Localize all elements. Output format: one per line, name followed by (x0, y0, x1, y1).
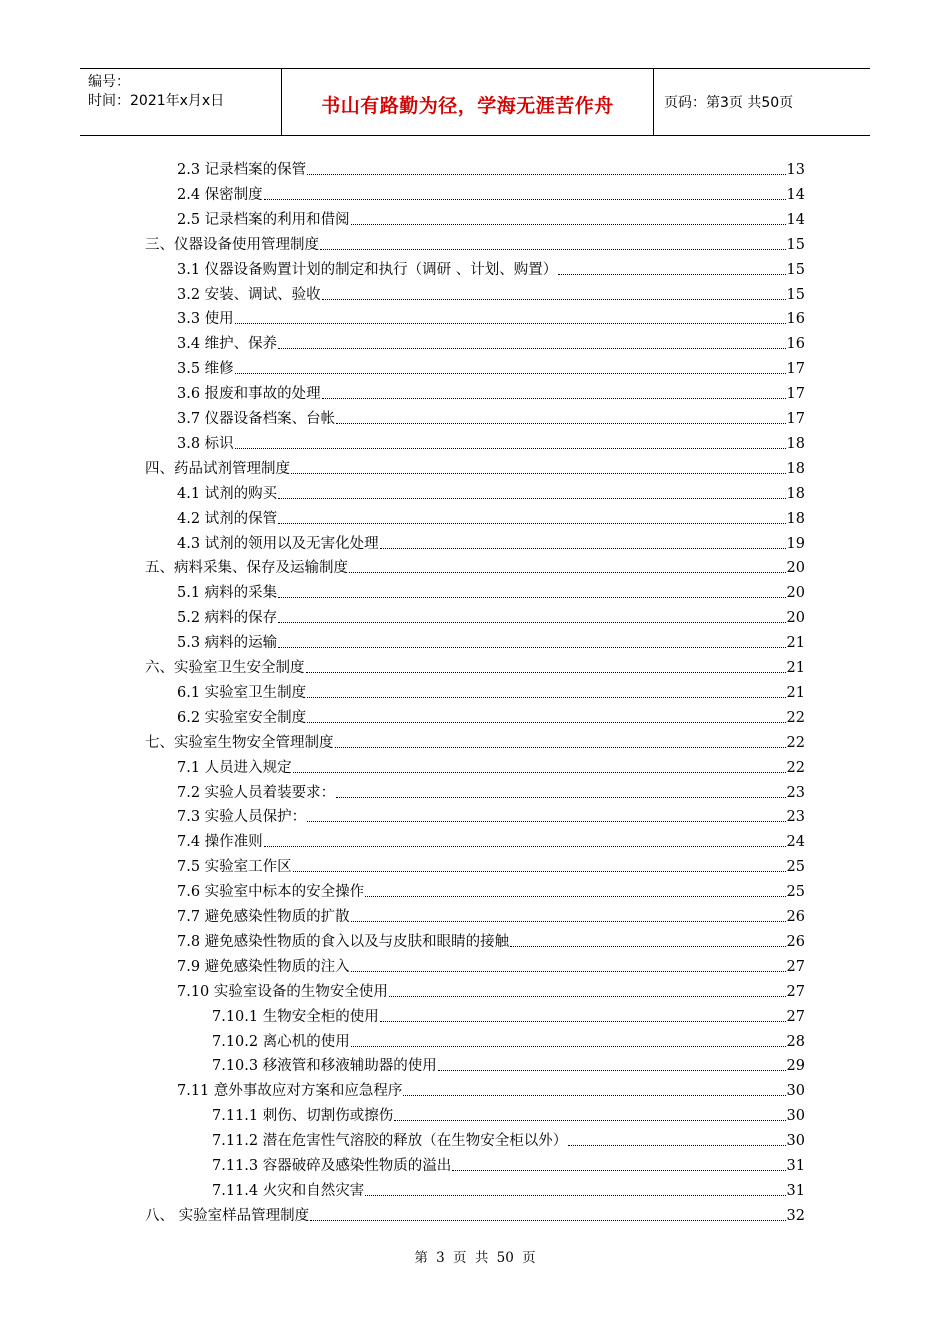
toc-entry-title: 7.11.3 容器破碎及感染性物质的溢出 (212, 1158, 452, 1174)
serial-label: 编号： (88, 74, 130, 90)
toc-entry-title: 7.8 避免感染性物质的食入以及与皮肤和眼睛的接触 (177, 933, 510, 950)
toc-leader-dots (389, 982, 786, 997)
toc-entry-page: 15 (786, 286, 805, 303)
toc-entry-title: 4.1 试剂的购买 (177, 485, 278, 502)
toc-entry-page: 18 (786, 435, 805, 452)
toc-entry-page: 14 (786, 211, 805, 228)
toc-leader-dots (351, 1032, 786, 1047)
toc-entry-title: 3.8 标识 (177, 435, 234, 452)
toc-entry[interactable] (177, 783, 805, 803)
toc-entry[interactable] (177, 160, 805, 180)
toc-entry-title: 7.11.2 潜在危害性气溶胶的释放（在生物安全柜以外） (212, 1133, 568, 1150)
toc-leader-dots (351, 210, 786, 225)
toc-leader-dots (322, 384, 786, 399)
toc-entry-page: 21 (786, 660, 805, 676)
toc-entry-page: 20 (786, 610, 805, 627)
toc-entry-page: 22 (786, 759, 805, 776)
toc-leader-dots (293, 758, 786, 773)
toc-entry-page: 27 (786, 1008, 805, 1025)
toc-entry-page: 20 (786, 585, 805, 602)
toc-entry[interactable] (145, 658, 805, 678)
toc-leader-dots (438, 1056, 786, 1071)
toc-leader-dots (307, 160, 785, 175)
toc-entry-title: 七、实验室生物安全管理制度 (145, 734, 334, 751)
toc-leader-dots (322, 285, 786, 300)
page-header (80, 68, 870, 136)
toc-entry[interactable] (177, 957, 805, 977)
toc-entry[interactable] (177, 932, 805, 952)
header-page-info: 页码：第3页 共50页 (664, 95, 794, 111)
toc-entry-title: 6.1 实验室卫生制度 (177, 684, 307, 701)
toc-entry-page: 18 (786, 485, 805, 502)
toc-leader-dots (349, 558, 786, 573)
toc-entry-page: 32 (786, 1207, 805, 1224)
toc-entry-title: 7.4 操作准则 (177, 834, 263, 851)
toc-entry[interactable] (212, 1181, 805, 1201)
toc-entry-title: 五、病料采集、保存及运输制度 (145, 560, 348, 577)
toc-entry-page: 25 (786, 859, 805, 876)
toc-entry-title: 3.3 使用 (177, 311, 234, 328)
toc-entry-title: 5.2 病料的保存 (177, 610, 278, 627)
toc-entry-title: 7.5 实验室工作区 (177, 859, 292, 876)
toc-entry-page: 16 (786, 311, 805, 328)
toc-leader-dots (278, 484, 785, 499)
toc-leader-dots (291, 459, 786, 474)
toc-entry[interactable] (177, 309, 805, 329)
toc-entry-title: 7.1 人员进入规定 (177, 759, 292, 776)
toc-entry-page: 15 (786, 261, 805, 278)
header-motto-cell (282, 69, 654, 135)
toc-leader-dots (380, 534, 786, 549)
toc-entry-page: 28 (786, 1033, 805, 1050)
toc-entry[interactable] (177, 185, 805, 205)
toc-entry-title: 三、仪器设备使用管理制度 (145, 236, 319, 253)
toc-entry-title: 2.4 保密制度 (177, 186, 263, 203)
toc-entry-title: 3.1 仪器设备购置计划的制定和执行（调研 、计划、购置） (177, 261, 558, 278)
toc-entry-title: 4.2 试剂的保管 (177, 510, 278, 527)
toc-entry-title: 5.1 病料的采集 (177, 585, 278, 602)
toc-leader-dots (235, 309, 786, 324)
toc-entry-page: 22 (786, 734, 805, 751)
toc-entry[interactable] (177, 484, 805, 504)
toc-leader-dots (365, 1181, 785, 1196)
toc-entry-title: 7.11.4 火灾和自然灾害 (212, 1182, 365, 1199)
toc-entry-page: 30 (786, 1133, 805, 1150)
header-page-info-cell (654, 69, 870, 135)
toc-entry[interactable] (177, 409, 805, 429)
toc-leader-dots (335, 733, 786, 748)
toc-entry[interactable] (177, 509, 805, 529)
toc-entry-page: 30 (786, 1083, 805, 1100)
toc-entry-title: 4.3 试剂的领用以及无害化处理 (177, 535, 379, 552)
toc-entry[interactable] (212, 1056, 805, 1076)
header-motto: 书山有路勤为径，学海无涯苦作舟 (321, 94, 614, 117)
toc-entry[interactable] (177, 708, 805, 728)
toc-entry[interactable] (212, 1106, 805, 1126)
toc-leader-dots (235, 434, 786, 449)
toc-entry-title: 7.11.1 刺伤、切割伤或擦伤 (212, 1108, 394, 1125)
toc-entry-title: 7.10.1 生物安全柜的使用 (212, 1008, 379, 1025)
toc-entry[interactable] (145, 1206, 805, 1226)
toc-entry-page: 21 (786, 635, 805, 652)
toc-entry[interactable] (212, 1131, 805, 1151)
toc-leader-dots (278, 633, 785, 648)
toc-entry[interactable] (212, 1032, 805, 1052)
toc-entry[interactable] (177, 683, 805, 703)
toc-leader-dots (365, 882, 785, 897)
toc-entry-page: 22 (786, 709, 805, 726)
toc-leader-dots (394, 1106, 785, 1121)
toc-entry-page: 26 (786, 909, 805, 925)
toc-entry[interactable] (177, 758, 805, 778)
toc-entry-page: 24 (786, 834, 805, 851)
toc-entry-title: 八、 实验室样品管理制度 (145, 1207, 310, 1224)
toc-leader-dots (380, 1007, 786, 1022)
toc-entry-title: 3.6 报废和事故的处理 (177, 386, 321, 403)
toc-entry-title: 7.11 意外事故应对方案和应急程序 (177, 1083, 403, 1100)
toc-entry-title: 7.3 实验人员保护： (177, 809, 307, 826)
toc-leader-dots (264, 832, 786, 847)
toc-entry-title: 3.5 维修 (177, 361, 234, 378)
toc-entry-page: 20 (786, 560, 805, 577)
toc-entry-page: 18 (786, 510, 805, 527)
toc-entry-page: 23 (786, 784, 805, 801)
toc-leader-dots (307, 683, 785, 698)
toc-leader-dots (558, 260, 785, 275)
toc-entry-title: 7.10.2 离心机的使用 (212, 1033, 350, 1050)
toc-leader-dots (452, 1156, 785, 1171)
toc-entry-page: 31 (786, 1158, 805, 1174)
toc-entry-title: 7.6 实验室中标本的安全操作 (177, 884, 365, 901)
toc-entry[interactable] (177, 882, 805, 902)
toc-entry[interactable] (212, 1156, 805, 1176)
toc-entry[interactable] (145, 558, 805, 578)
toc-entry-page: 31 (786, 1182, 805, 1199)
toc-entry-page: 17 (786, 386, 805, 403)
toc-entry[interactable] (145, 235, 805, 255)
toc-entry-page: 23 (786, 809, 805, 826)
toc-entry[interactable] (177, 807, 805, 827)
toc-entry[interactable] (177, 633, 805, 653)
toc-entry[interactable] (177, 1081, 805, 1101)
toc-entry-title: 6.2 实验室安全制度 (177, 709, 307, 726)
toc-entry-page: 14 (786, 186, 805, 203)
toc-entry-page: 21 (786, 684, 805, 701)
toc-entry-page: 30 (786, 1108, 805, 1125)
toc-entry[interactable] (177, 260, 805, 280)
page-footer: 第 3 页 共 50 页 (414, 1250, 536, 1266)
toc-entry-page: 29 (786, 1058, 805, 1075)
toc-leader-dots (264, 185, 786, 200)
toc-leader-dots (307, 807, 785, 822)
toc-entry[interactable] (177, 857, 805, 877)
toc-entry[interactable] (177, 907, 805, 927)
toc-entry-title: 5.3 病料的运输 (177, 635, 278, 652)
toc-entry-page: 17 (786, 411, 805, 427)
toc-entry[interactable] (177, 384, 805, 404)
toc-entry[interactable] (145, 733, 805, 753)
toc-entry[interactable] (212, 1007, 805, 1027)
toc-entry[interactable] (177, 434, 805, 454)
toc-entry-title: 7.7 避免感染性物质的扩散 (177, 909, 350, 925)
toc-entry-page: 17 (786, 361, 805, 378)
toc-entry-page: 13 (786, 162, 805, 178)
toc-leader-dots (351, 957, 786, 972)
toc-entry[interactable] (177, 583, 805, 603)
toc-entry-title: 六、实验室卫生安全制度 (145, 660, 305, 676)
toc-leader-dots (320, 235, 786, 250)
toc-entry-title: 7.10.3 移液管和移液辅助器的使用 (212, 1058, 437, 1075)
toc-entry[interactable] (177, 832, 805, 852)
toc-leader-dots (403, 1081, 785, 1096)
toc-leader-dots (510, 932, 785, 947)
toc-entry[interactable] (177, 982, 805, 1002)
toc-entry-page: 27 (786, 958, 805, 975)
toc-entry-title: 3.2 安装、调试、验收 (177, 286, 321, 303)
toc-entry-page: 16 (786, 336, 805, 353)
toc-leader-dots (568, 1131, 785, 1146)
toc-leader-dots (310, 1206, 785, 1221)
toc-entry-page: 15 (786, 236, 805, 253)
toc-leader-dots (307, 708, 785, 723)
toc-leader-dots (278, 334, 785, 349)
toc-leader-dots (336, 409, 785, 424)
header-meta (80, 69, 282, 135)
toc-entry-title: 2.3 记录档案的保管 (177, 162, 307, 178)
toc-entry-title: 3.4 维护、保养 (177, 336, 278, 353)
toc-entry-page: 27 (786, 983, 805, 1000)
toc-entry-page: 26 (786, 933, 805, 950)
toc-leader-dots (293, 857, 786, 872)
toc-entry-title: 2.5 记录档案的利用和借阅 (177, 211, 350, 228)
toc-entry[interactable] (177, 334, 805, 354)
toc-entry-page: 19 (786, 535, 805, 552)
time-label: 时间：2021年x月x日 (88, 93, 225, 109)
toc-entry-title: 7.10 实验室设备的生物安全使用 (177, 983, 388, 1000)
toc-entry[interactable] (145, 459, 805, 479)
toc-leader-dots (336, 783, 785, 798)
toc-leader-dots (235, 359, 786, 374)
toc-entry-title: 7.9 避免感染性物质的注入 (177, 958, 350, 975)
toc-entry[interactable] (177, 210, 805, 230)
toc-leader-dots (306, 658, 786, 673)
toc-entry[interactable] (177, 359, 805, 379)
toc-leader-dots (278, 509, 785, 524)
toc-leader-dots (278, 608, 785, 623)
toc-entry-title: 7.2 实验人员着装要求： (177, 784, 336, 801)
toc-entry[interactable] (177, 534, 805, 554)
toc-entry-page: 18 (786, 460, 805, 477)
toc-entry[interactable] (177, 608, 805, 628)
toc-entry-title: 四、药品试剂管理制度 (145, 460, 290, 477)
toc-leader-dots (278, 583, 785, 598)
toc-entry-title: 3.7 仪器设备档案、台帐 (177, 411, 336, 427)
toc-entry-page: 25 (786, 884, 805, 901)
toc-entry[interactable] (177, 285, 805, 305)
toc-leader-dots (351, 907, 786, 922)
